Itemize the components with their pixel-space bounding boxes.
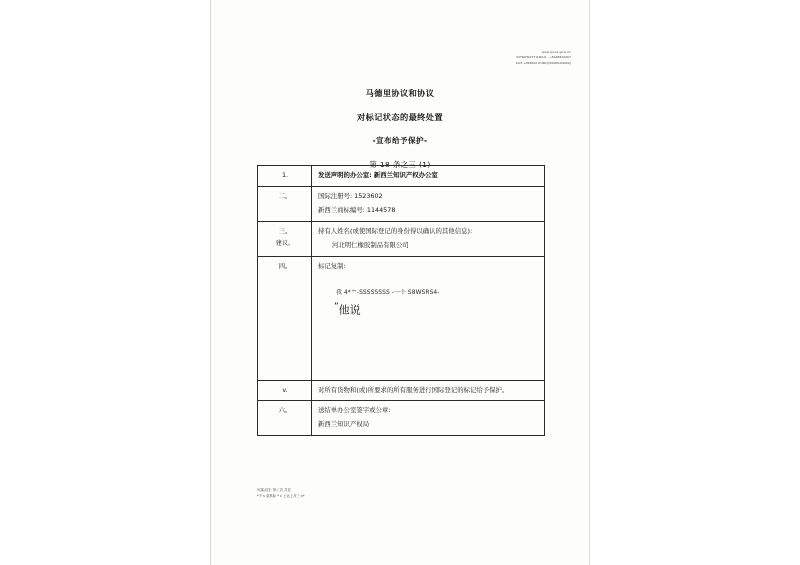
table-row [258, 221, 545, 256]
page-title: 马德里协议和协议 [365, 88, 435, 98]
scanned-sheet [211, 0, 589, 565]
row-number: 1. [258, 166, 312, 187]
table-row [258, 166, 545, 187]
row-number-text: 三。 [278, 226, 292, 235]
fax-header-line-1: www.iponz.govt.nz [541, 50, 571, 54]
fax-header-block [451, 50, 571, 66]
row-number [258, 221, 312, 256]
row-content [312, 401, 545, 436]
fax-header-line-2: INTERNATT EMAIL , +6448822607 [516, 55, 571, 60]
protection-statement: 对所有货物和(或)所要求的所有服务进行国际登记的标记给予保护。 [318, 385, 509, 394]
mark-reproduction-label: 标记复制: [318, 261, 346, 270]
table-row [258, 380, 545, 401]
article-reference: 第 18 条之三 (1) [369, 159, 431, 169]
international-registration-number: 国际注册号: 1523602 [318, 191, 383, 200]
mark-code-text: 我 4*™-SSSSSSSS -一个 S8WSRS4- [336, 289, 440, 296]
row-content [312, 256, 545, 380]
row-number: 二。 [258, 186, 312, 221]
row-content [312, 380, 545, 401]
fax-header-line-3: FAX:+359842 POBO(X60864/9092) [516, 60, 571, 65]
holder-label: 持有人姓名(或使国际登记的身份得以确认的其他信息): [318, 226, 473, 235]
row-content [312, 186, 545, 221]
footer-fine-print [257, 487, 557, 500]
title-block [211, 88, 589, 170]
footer-line-2: *不 s 莫系际 * c 上运上对三 s* [257, 494, 305, 499]
row-number-subtext: 建议。 [275, 239, 295, 247]
signature-label: 送结单办公室签字或公章: [318, 406, 391, 415]
declaration-table [257, 165, 545, 436]
signing-office: 新西兰知识产权局 [318, 420, 370, 429]
mark-characters: 他说 [338, 303, 361, 317]
table-row [258, 401, 545, 436]
mark-quote: ” [334, 301, 339, 312]
nz-trademark-number: 新西兰商标编号: 1144578 [318, 205, 396, 214]
mark-reproduction-area [318, 289, 539, 375]
page-subtitle: 对标记状态的最终处置 [357, 111, 443, 122]
row-text: 发送声明的办公室: 新西兰知识产权办公室 [318, 171, 438, 179]
row-content [312, 166, 545, 187]
row-number: v. [258, 380, 312, 401]
table-row [258, 256, 545, 380]
row-number: 四。 [258, 256, 312, 380]
row-number: 六。 [258, 401, 312, 436]
page-subtitle-2: -宣布给予保护- [372, 136, 428, 145]
mark-image-text [318, 301, 539, 319]
footer-line-1: 句属点技: 第 / 页 共页 [257, 488, 291, 492]
table-row [258, 186, 545, 221]
row-content [312, 221, 545, 256]
holder-name: 河北明仁橡胶制品有限公司 [332, 240, 409, 249]
